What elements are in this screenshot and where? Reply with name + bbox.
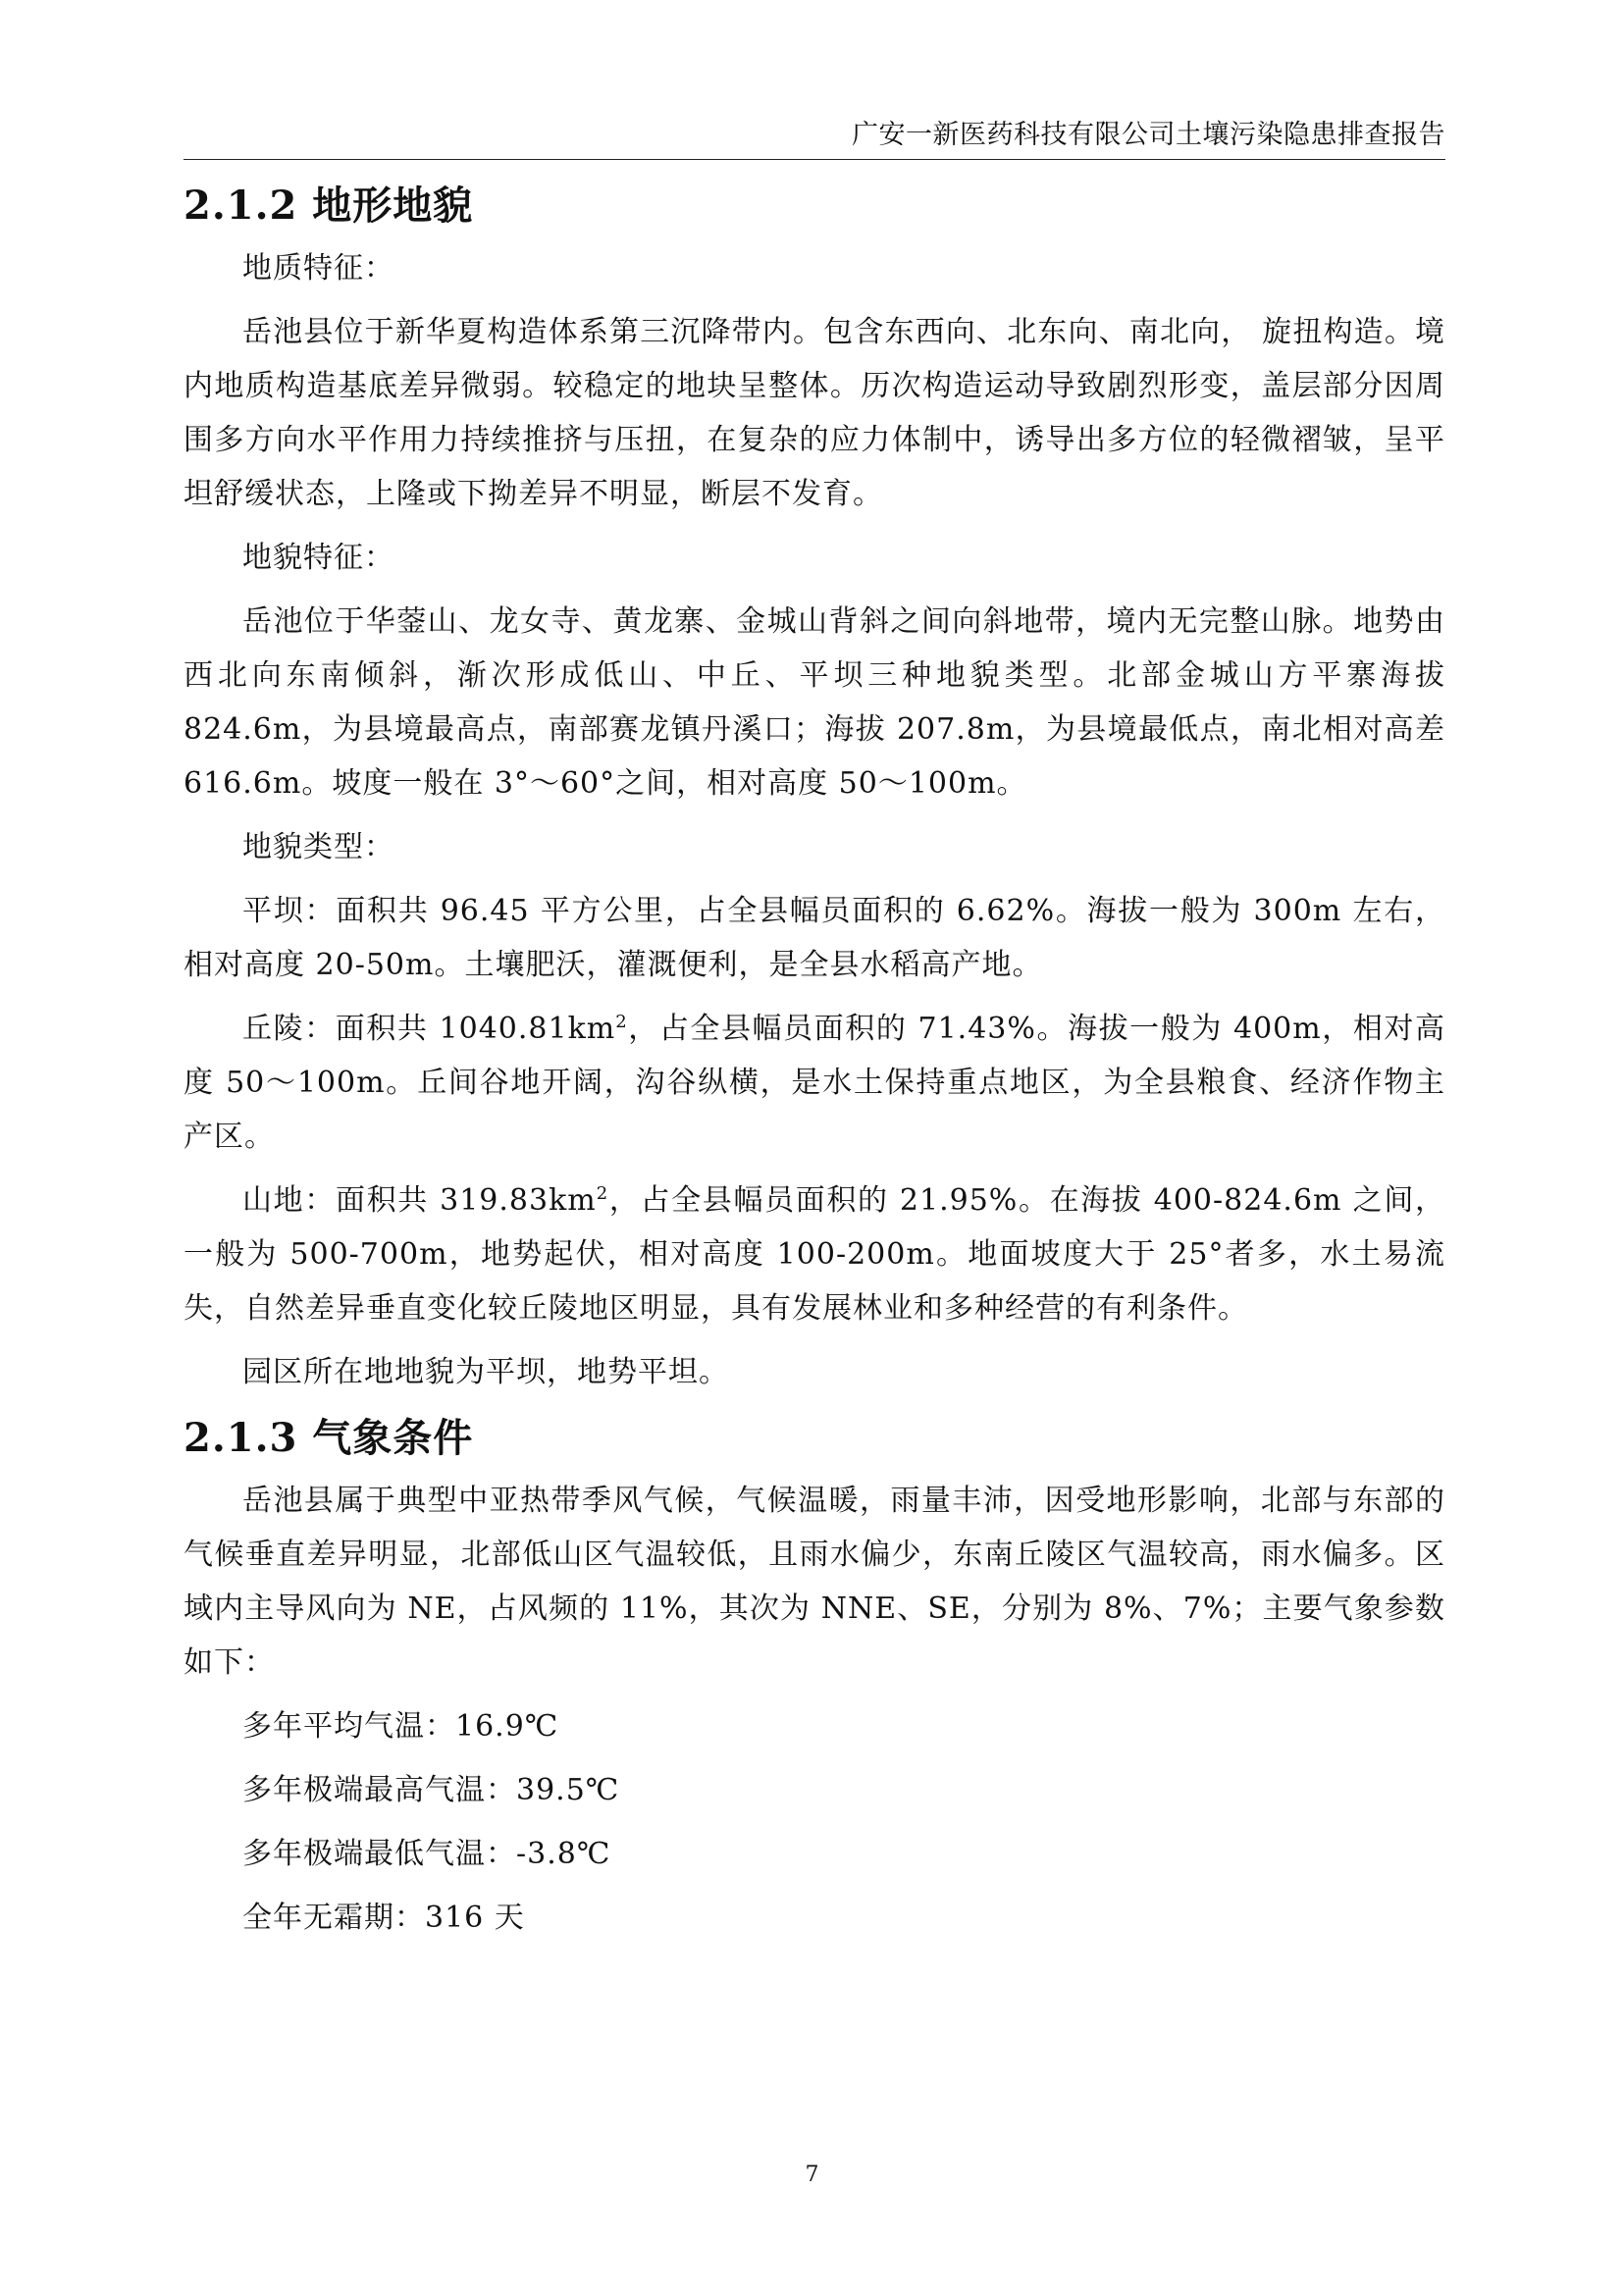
hill-superscript: 2 [615,1012,628,1032]
running-header: 广安一新医药科技有限公司土壤污染隐患排查报告 [852,120,1445,150]
page-number: 7 [805,2163,819,2187]
geology-label: 地质特征： [242,251,394,286]
geology-paragraph: 岳池县位于新华夏构造体系第三沉降带内。包含东西向、北东向、南北向， 旋扭构造。境内地质构造基底差异微弱。较稳定的地块呈整体。历次构造运动导致剧烈形变，盖层部分因周围多方向水平作用力持续推挤与压扭，在复杂的应力体制中，诱导出多方位的轻微褶皱，呈平坦舒缓状态，上隆或下拗差异不明显，断层不发育。 [183,315,1445,511]
mountain-superscript: 2 [596,1183,609,1204]
param-min-temp: 多年极端最低气温：-3.8℃ [242,1837,611,1871]
param-max-temp: 多年极端最高气温：39.5℃ [242,1773,620,1807]
header-divider [183,159,1445,160]
mountain-text-end: ，占全县幅员面积的 21.95%。在海拔 400-824.6m 之间，一般为 500-700m，地势起伏，相对高度 100-200m。地面坡度大于 25°者多，水土易流失，自然差异垂直变化较丘陵地区明显，具有发展林业和多种经营的有利条件。 [183,1183,1445,1326]
landform-types-label: 地貌类型： [242,830,394,864]
hill-paragraph [183,1002,1445,1164]
param-mean-temp: 多年平均气温：16.9℃ [242,1709,559,1744]
hill-text-start: 丘陵：面积共 1040.81km [242,1012,616,1046]
mountain-text-start: 山地：面积共 319.83km [242,1183,597,1218]
section-heading-climate: 2.1.3 气象条件 [183,1415,474,1461]
climate-paragraph: 岳池县属于典型中亚热带季风气候，气候温暖，雨量丰沛，因受地形影响，北部与东部的气候垂直差异明显，北部低山区气温较低，且雨水偏少，东南丘陵区气温较高，雨水偏多。区域内主导风向为 NE，占风频的 11%，其次为 NNE、SE，分别为 8%、7%；主要气象参数如下： [183,1484,1445,1680]
landform-label: 地貌特征： [242,541,394,575]
hill-text-end: ，占全县幅员面积的 71.43%。海拔一般为 400m，相对高度 50～100m。丘间谷地开阔，沟谷纵横，是水土保持重点地区，为全县粮食、经济作物主产区。 [183,1012,1445,1154]
mountain-paragraph [183,1174,1445,1335]
plain-paragraph: 平坝：面积共 96.45 平方公里，占全县幅员面积的 6.62%。海拔一般为 300m 左右，相对高度 20-50m。土壤肥沃，灌溉便利，是全县水稻高产地。 [183,894,1445,982]
param-frost-free: 全年无霜期：316 天 [242,1901,525,1935]
landform-paragraph: 岳池位于华蓥山、龙女寺、黄龙寨、金城山背斜之间向斜地带，境内无完整山脉。地势由西北向东南倾斜，渐次形成低山、中丘、平坝三种地貌类型。北部金城山方平寨海拔824.6m，为县境最高点，南部赛龙镇丹溪口；海拔 207.8m，为县境最低点，南北相对高差 616.6m。坡度一般在 3°～60°之间，相对高度 50～100m。 [183,604,1445,801]
section-heading-terrain: 2.1.2 地形地貌 [183,183,474,229]
park-paragraph: 园区所在地地貌为平坝，地势平坦。 [242,1355,729,1389]
page-content [183,177,1445,1955]
